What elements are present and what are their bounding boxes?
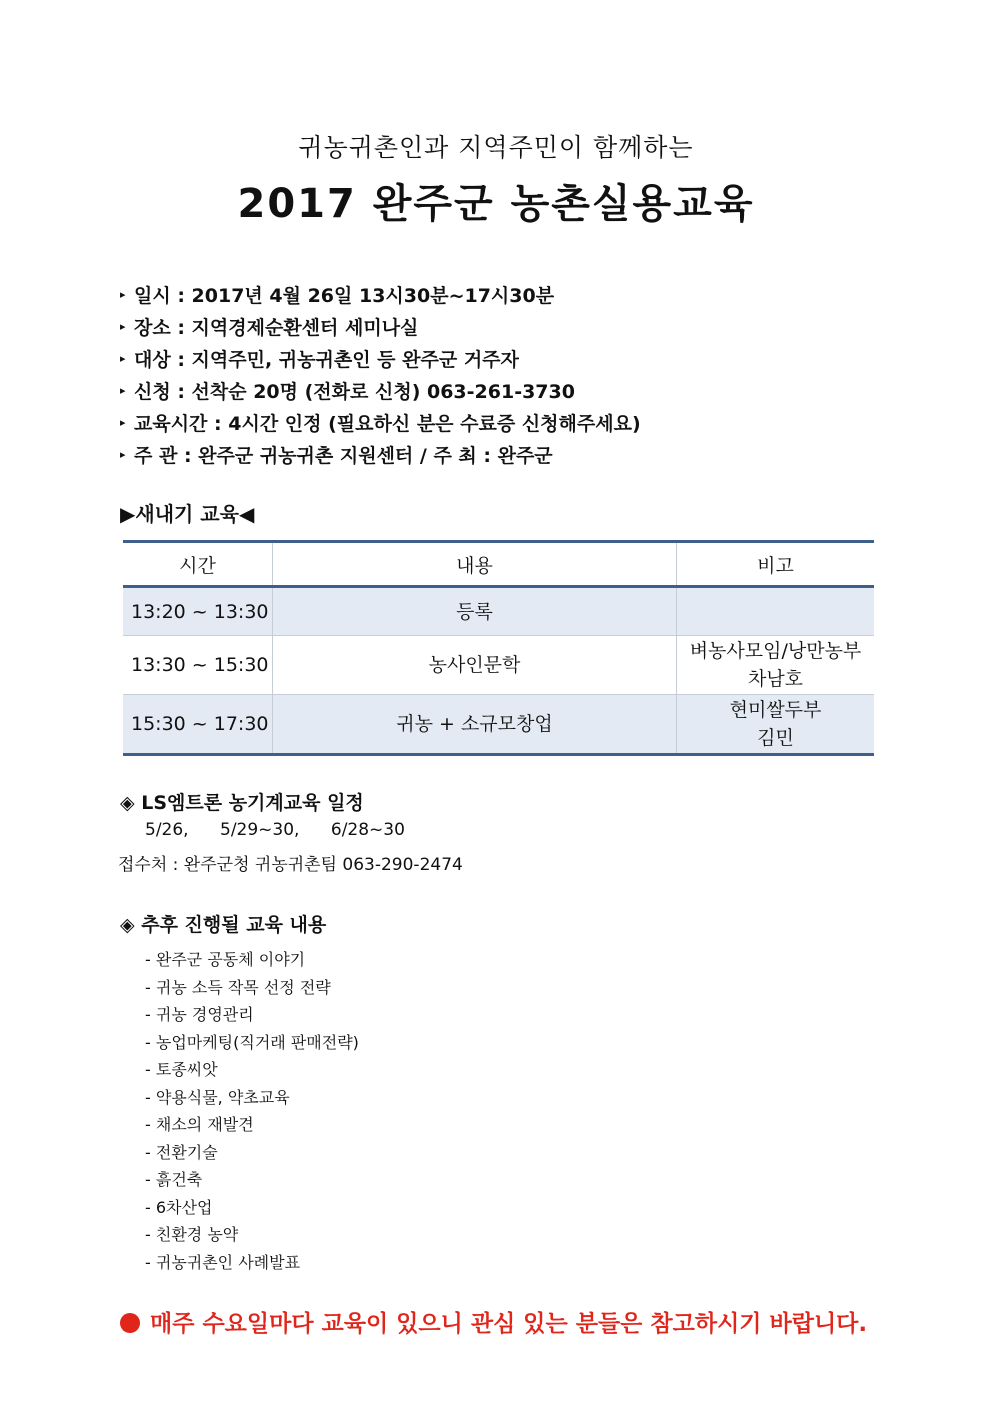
table-row [123, 587, 874, 636]
cell-content: 귀농 + 소규모창업 [273, 695, 677, 755]
ls-date: 5/26, [145, 820, 189, 840]
list-item: - 약용식물, 약초교육 [145, 1087, 290, 1107]
table-header-row [123, 542, 874, 587]
cell-note [677, 636, 875, 695]
list-item: - 토종씨앗 [145, 1060, 218, 1079]
triangle-bullet-icon: ▸ [120, 351, 126, 365]
ls-section-heading: ◈ LS엠트론 농기계교육 일정 [120, 792, 364, 814]
ls-date: 5/29~30, [220, 820, 300, 840]
notice-text: 매주 수요일마다 교육이 있으니 관심 있는 분들은 참고하시기 바랍니다. [150, 1311, 868, 1337]
list-item: - 전환기술 [145, 1142, 218, 1162]
info-target: ▸ 대상 : 지역주민, 귀농귀촌인 등 완주군 거주자 [120, 344, 880, 376]
table-row [123, 695, 874, 755]
red-dot-icon [120, 1313, 140, 1333]
future-section-heading: ◈ 추후 진행될 교육 내용 [120, 914, 327, 936]
note-line: 차남호 [747, 668, 804, 690]
list-item: - 귀농 소득 작목 선정 전략 [145, 977, 331, 997]
info-organizer: ▸ 주 관 : 완주군 귀농귀촌 지원센터 / 주 최 : 완주군 [120, 440, 880, 472]
note-line: 김민 [757, 727, 794, 749]
page-subtitle: 귀농귀촌인과 지역주민이 함께하는 [298, 133, 694, 162]
info-date: ▸ 일시 : 2017년 4월 26일 13시30분~17시30분 [120, 280, 880, 312]
info-apply: ▸ 신청 : 선착순 20명 (전화로 신청) 063-261-3730 [120, 376, 880, 408]
list-item: - 친환경 농약 [145, 1225, 239, 1244]
list-item: - 채소의 재발견 [145, 1115, 254, 1134]
section-heading-newcomer: ▶새내기 교육◀ [120, 502, 255, 526]
page-title: 2017 완주군 농촌실용교육 [237, 181, 755, 227]
column-header-content: 내용 [273, 542, 677, 587]
note-line: 현미쌀두부 [729, 699, 822, 721]
cell-time: 13:30 ~ 15:30 [123, 636, 273, 695]
ls-contact: 접수처 : 완주군청 귀농귀촌팀 063-290-2474 [118, 855, 463, 875]
list-item: - 농업마케팅(직거래 판매전략) [145, 1032, 359, 1052]
info-place: ▸ 장소 : 지역경제순환센터 세미나실 [120, 312, 880, 344]
schedule-table [123, 540, 874, 756]
cell-note [677, 695, 875, 755]
cell-content: 등록 [273, 587, 677, 636]
weekly-notice [120, 1305, 867, 1338]
table-row [123, 636, 874, 695]
ls-dates [145, 820, 431, 840]
list-item: - 귀농 경영관리 [145, 1005, 254, 1024]
cell-time: 15:30 ~ 17:30 [123, 695, 273, 755]
cell-content: 농사인문학 [273, 636, 677, 695]
triangle-bullet-icon: ▸ [120, 287, 126, 301]
list-item: - 완주군 공동체 이야기 [145, 950, 306, 969]
column-header-time: 시간 [123, 542, 273, 587]
list-item: - 6차산업 [145, 1197, 213, 1217]
triangle-bullet-icon: ▸ [120, 415, 126, 429]
triangle-bullet-icon: ▸ [120, 447, 126, 461]
triangle-bullet-icon: ▸ [120, 383, 126, 397]
column-header-note: 비고 [677, 542, 875, 587]
list-item: - 흙건축 [145, 1170, 203, 1189]
cell-time: 13:20 ~ 13:30 [123, 587, 273, 636]
future-topic-list [145, 946, 359, 1276]
cell-note [677, 587, 875, 636]
triangle-bullet-icon: ▸ [120, 319, 126, 333]
list-item: - 귀농귀촌인 사례발표 [145, 1252, 301, 1272]
note-line: 벼농사모임/낭만농부 [689, 640, 862, 662]
event-info [120, 280, 880, 472]
ls-date: 6/28~30 [330, 820, 405, 840]
info-hours: ▸ 교육시간 : 4시간 인정 (필요하신 분은 수료증 신청해주세요) [120, 408, 880, 440]
